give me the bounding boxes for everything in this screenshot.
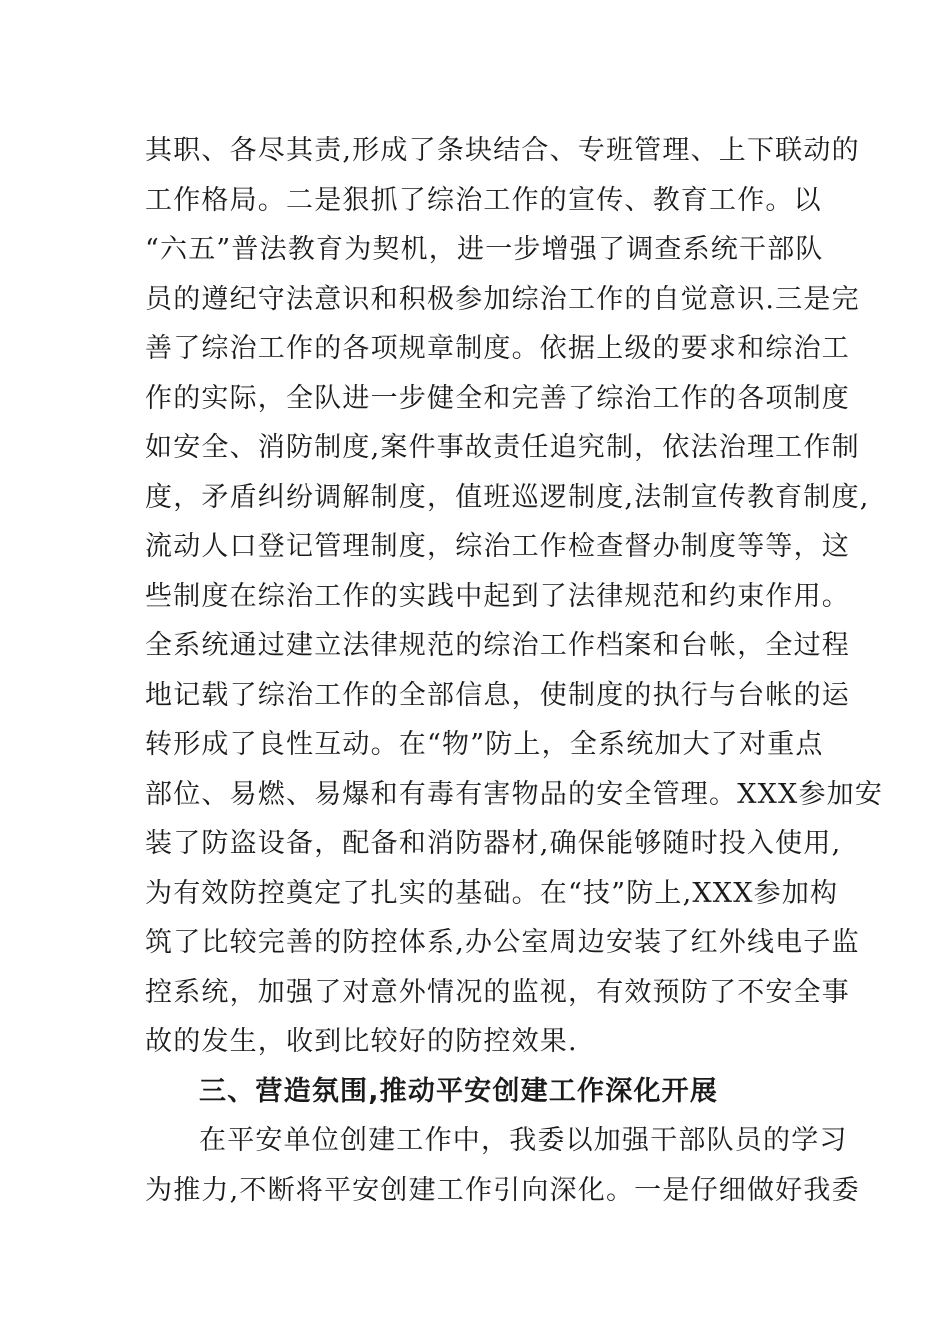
body-line: “六五”普法教育为契机，进一步增强了调查系统干部队 bbox=[145, 234, 824, 265]
body-line: 全系统通过建立法律规范的综治工作档案和台帐，全过程 bbox=[145, 630, 850, 661]
body-line: 流动人口登记管理制度，综治工作检查督办制度等等，这 bbox=[145, 531, 850, 562]
body-line: 如安全、消防制度,案件事故责任追究制，依法治理工作制 bbox=[145, 432, 860, 463]
body-line: 其职、各尽其责,形成了条块结合、专班管理、上下联动的 bbox=[145, 135, 860, 166]
body-line: 善了综治工作的各项规章制度。依据上级的要求和综治工 bbox=[145, 333, 850, 364]
body-line: 些制度在综治工作的实践中起到了法律规范和约束作用。 bbox=[145, 580, 850, 612]
body-line: 筑了比较完善的防控体系,办公室周边安装了红外线电子监 bbox=[145, 927, 860, 958]
section-heading: 三、营造氛围,推动平安创建工作深化开展 bbox=[199, 1075, 719, 1107]
body-line: 度，矛盾纠纷调解制度，值班巡逻制度,法制宣传教育制度, bbox=[145, 481, 870, 513]
body-line: 转形成了良性互动。在“物”防上，全系统加大了对重点 bbox=[145, 729, 824, 760]
body-line: 员的遵纪守法意识和积极参加综治工作的自觉意识.三是完 bbox=[145, 283, 860, 315]
body-line: 作的实际，全队进一步健全和完善了综治工作的各项制度 bbox=[145, 382, 850, 414]
body-line: 装了防盗设备，配备和消防器材,确保能够随时投入使用, bbox=[145, 828, 842, 859]
body-line: 控系统，加强了对意外情况的监视，有效预防了不安全事 bbox=[145, 976, 850, 1008]
paragraph-line: 在平安单位创建工作中，我委以加强干部队员的学习 bbox=[199, 1125, 848, 1156]
document-body bbox=[145, 126, 884, 1215]
body-line: 地记载了综治工作的全部信息，使制度的执行与台帐的运 bbox=[145, 679, 850, 711]
body-line: 故的发生，收到比较好的防控效果. bbox=[145, 1026, 578, 1057]
body-line: 工作格局。二是狠抓了综治工作的宣传、教育工作。以 bbox=[145, 184, 822, 216]
paragraph-line: 为推力,不断将平安创建工作引向深化。一是仔细做好我委 bbox=[145, 1174, 860, 1206]
body-line: 部位、易燃、易爆和有毒有害物品的安全管理。XXX参加安 bbox=[145, 778, 884, 810]
body-line: 为有效防控奠定了扎实的基础。在“技”防上,XXX参加构 bbox=[145, 877, 839, 909]
